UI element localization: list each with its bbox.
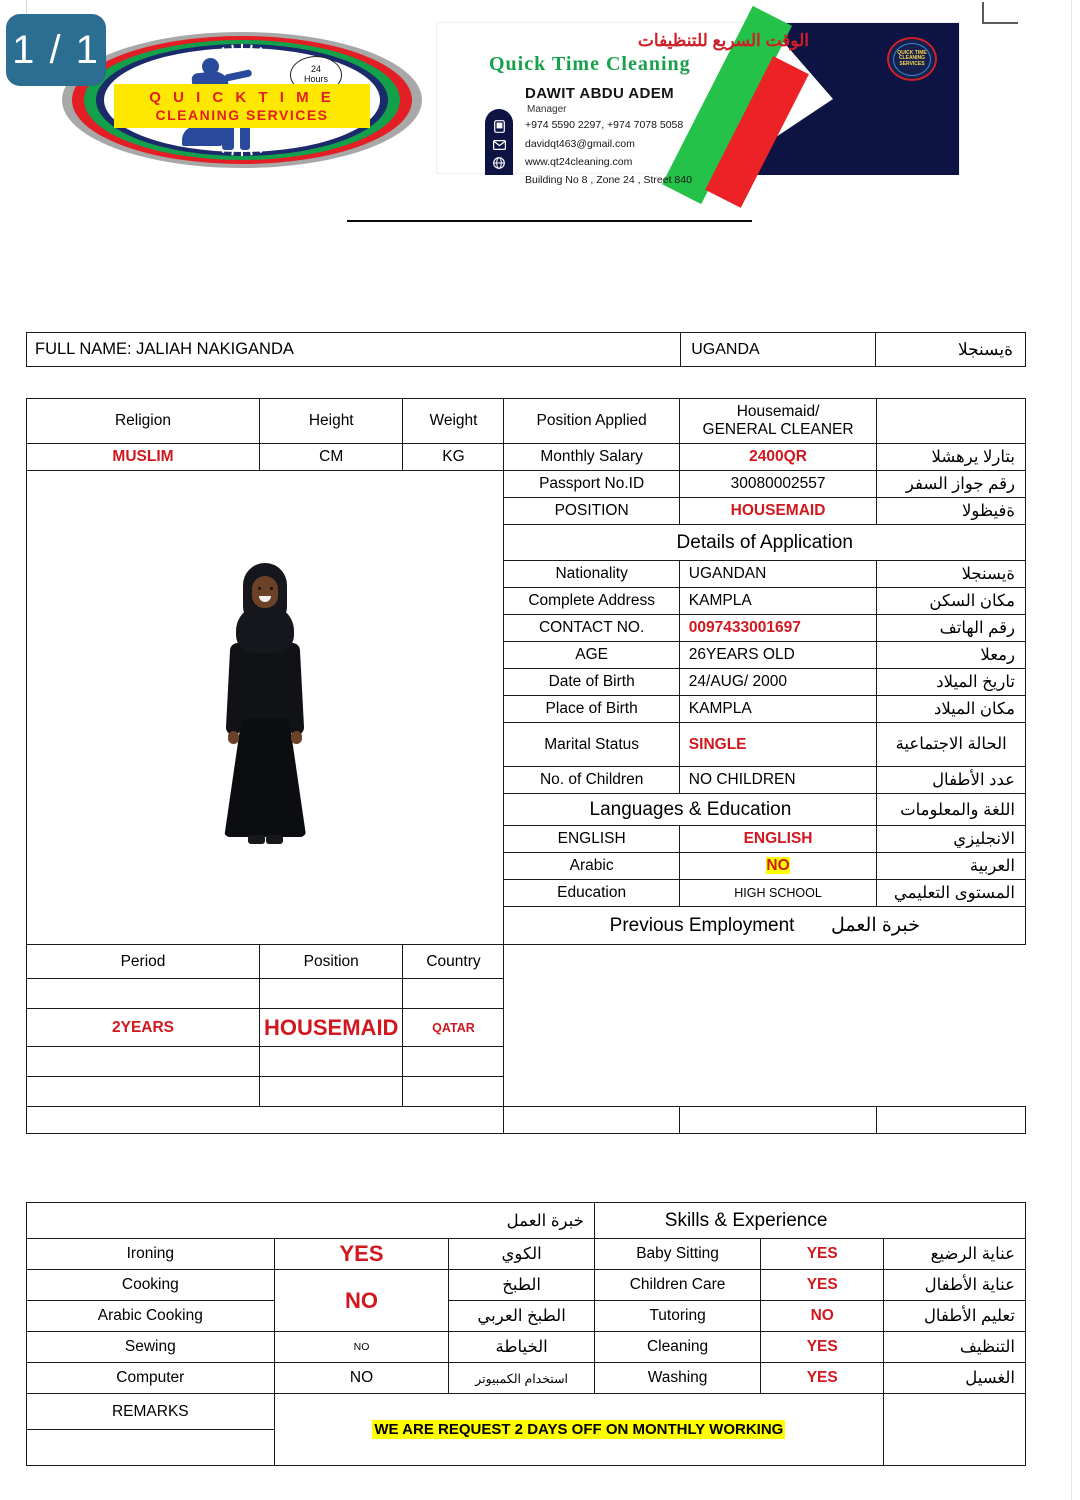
employment-spacer-position: [679, 1107, 877, 1134]
table-row: [27, 1107, 1026, 1134]
skill-arabic-cooking-arabic: الطبخ العربي: [449, 1301, 594, 1332]
company-seal-icon: [887, 37, 937, 81]
globe-icon: [491, 156, 507, 170]
marital-status-label: Marital Status: [504, 723, 679, 767]
dob-label: Date of Birth: [504, 669, 679, 696]
skill-cooking-arabic: الطبخ: [449, 1270, 594, 1301]
table-row: [27, 979, 1026, 1009]
position-applied-value: [679, 399, 877, 444]
skill-sewing-value: NO: [274, 1332, 449, 1363]
remarks-arabic: [884, 1394, 1026, 1466]
skill-baby-sitting-label: Baby Sitting: [594, 1239, 761, 1270]
monthly-salary-label: Monthly Salary: [504, 444, 679, 471]
nationality-value: UGANDAN: [679, 561, 877, 588]
country-cell: UGANDA: [681, 333, 876, 367]
pob-label: Place of Birth: [504, 696, 679, 723]
logo-banner: [114, 84, 370, 128]
table-row: [27, 945, 1026, 979]
children-label: No. of Children: [504, 767, 679, 794]
employment-period-3: [27, 1077, 260, 1107]
languages-education-header: Languages & Education: [504, 794, 877, 826]
logo-text-line2: CLEANING SERVICES: [155, 107, 329, 123]
employment-period-0: [27, 979, 260, 1009]
crop-mark-icon: [982, 2, 1018, 24]
previous-employment-header: [504, 907, 1026, 945]
table-row: [27, 1009, 1026, 1047]
remarks-value: WE ARE REQUEST 2 DAYS OFF ON MONTHLY WORKING: [374, 1420, 784, 1438]
languages-education-header-arabic: اللغة والمعلومات: [877, 794, 1026, 826]
table-row: [27, 1332, 1026, 1363]
arabic-lang-arabic: العربية: [877, 853, 1026, 880]
employment-col-period: Period: [27, 945, 260, 979]
card-english-title: Quick Time Cleaning: [489, 53, 691, 75]
table-row: [27, 333, 1026, 367]
employment-col-country: Country: [403, 945, 504, 979]
passport-value: 30080002557: [679, 471, 877, 498]
contact-arabic: رقم الهاتف: [877, 615, 1026, 642]
monthly-salary-value: 2400QR: [679, 444, 877, 471]
religion-value: MUSLIM: [27, 444, 260, 471]
employment-spacer-period: [504, 1107, 679, 1134]
skill-ironing-label: Ironing: [27, 1239, 275, 1270]
skill-cleaning-arabic: التنظيف: [884, 1332, 1026, 1363]
employment-spacer-left: [27, 1107, 504, 1134]
nationality-label: Nationality: [504, 561, 679, 588]
company-logo: [62, 32, 422, 168]
weight-header: Weight: [403, 399, 504, 444]
height-header: Height: [260, 399, 403, 444]
contact-value: 0097433001697: [679, 615, 877, 642]
page-indicator-badge: 1 / 1: [6, 14, 106, 86]
address-label: Complete Address: [504, 588, 679, 615]
education-value: HIGH SCHOOL: [679, 880, 877, 907]
english-value: ENGLISH: [679, 826, 877, 853]
skill-sewing-label: Sewing: [27, 1332, 275, 1363]
skill-baby-sitting-value: YES: [761, 1239, 884, 1270]
remarks-value-cell: [274, 1394, 883, 1466]
passport-arabic: رقم جواز السفر: [877, 471, 1026, 498]
address-value: KAMPLA: [679, 588, 877, 615]
phone-icon: [491, 119, 507, 133]
position-applied-label: Position Applied: [504, 399, 679, 444]
card-arabic-title: الوقت السريع للتنظيفات: [637, 31, 809, 50]
position-applied-line1: Housemaid/: [736, 403, 820, 420]
table-row: [27, 1077, 1026, 1107]
employment-country-0: [403, 979, 504, 1009]
table-row: [27, 1363, 1026, 1394]
employment-spacer-country: [877, 1107, 1026, 1134]
logo-text-line1: Q U I C K T I M E: [149, 89, 335, 106]
contact-label: CONTACT NO.: [504, 615, 679, 642]
previous-employment-header-text: Previous Employment: [609, 915, 795, 936]
badge-24-bottom: Hours: [303, 74, 328, 84]
card-email: davidqt463@gmail.com: [525, 138, 635, 150]
address-arabic: مكان السكن: [877, 588, 1026, 615]
skill-tutoring-value: NO: [761, 1301, 884, 1332]
skill-washing-value: YES: [761, 1363, 884, 1394]
english-label: ENGLISH: [504, 826, 679, 853]
skills-header-arabic: خبرة العمل: [27, 1203, 595, 1239]
applicant-name-table: [26, 332, 1026, 367]
employment-period-1: 2YEARS: [27, 1009, 260, 1047]
table-row: [27, 1301, 1026, 1332]
table-row: [27, 1270, 1026, 1301]
children-value: NO CHILDREN: [679, 767, 877, 794]
skill-tutoring-label: Tutoring: [594, 1301, 761, 1332]
card-address: Building No 8 , Zone 24 , Street 840: [525, 174, 692, 186]
table-row: [27, 1047, 1026, 1077]
card-website: www.qt24cleaning.com: [525, 156, 633, 168]
applicant-photo: [27, 471, 504, 945]
employment-position-2: [260, 1047, 403, 1077]
passport-label: Passport No.ID: [504, 471, 679, 498]
employment-position-1: HOUSEMAID: [260, 1009, 403, 1047]
skill-computer-arabic: استخدام الكمبيوتر: [449, 1363, 594, 1394]
nationality-arabic: ةيسنجلا: [877, 561, 1026, 588]
skill-washing-arabic: الغسيل: [884, 1363, 1026, 1394]
skill-children-care-label: Children Care: [594, 1270, 761, 1301]
table-row: [27, 471, 1026, 498]
skill-tutoring-arabic: تعليم الأطفال: [884, 1301, 1026, 1332]
employment-country-1: QATAR: [403, 1009, 504, 1047]
skill-baby-sitting-arabic: عناية الرضيع: [884, 1239, 1026, 1270]
email-icon: [491, 138, 507, 152]
header-divider-rule: [347, 220, 752, 222]
height-value: CM: [260, 444, 403, 471]
details-of-application-header: Details of Application: [504, 525, 1026, 561]
skill-sewing-arabic: الخياطة: [449, 1332, 594, 1363]
skill-ironing-value: YES: [274, 1239, 449, 1270]
dob-value: 24/AUG/ 2000: [679, 669, 877, 696]
table-row: [27, 1394, 1026, 1430]
employment-country-2: [403, 1047, 504, 1077]
employment-position-0: [260, 979, 403, 1009]
employment-col-position: Position: [260, 945, 403, 979]
english-arabic: الانجليزي: [877, 826, 1026, 853]
skill-arabic-cooking-label: Arabic Cooking: [27, 1301, 275, 1332]
age-value: 26YEARS OLD: [679, 642, 877, 669]
full-name-cell: FULL NAME: JALIAH NAKIGANDA: [27, 333, 681, 367]
table-row: [27, 1203, 1026, 1239]
position-arabic: ةفيظولا: [877, 498, 1026, 525]
children-arabic: عدد الأطفال: [877, 767, 1026, 794]
card-manager-role: Manager: [527, 104, 567, 115]
position-label: POSITION: [504, 498, 679, 525]
arabic-value: NO: [766, 857, 790, 874]
skill-computer-value: NO: [274, 1363, 449, 1394]
skill-children-care-value: YES: [761, 1270, 884, 1301]
employment-position-3: [260, 1077, 403, 1107]
arabic-label: Arabic: [504, 853, 679, 880]
weight-value: KG: [403, 444, 504, 471]
previous-employment-header-arabic: خبرة العمل: [831, 915, 920, 936]
age-arabic: رمعلا: [877, 642, 1026, 669]
page-edge-right: [1071, 0, 1072, 1500]
skill-cooking-value: NO: [274, 1270, 449, 1332]
employment-period-2: [27, 1047, 260, 1077]
position-applied-line2: GENERAL CLEANER: [702, 421, 854, 438]
monthly-salary-arabic: بتارلا يرهشلا: [877, 444, 1026, 471]
skill-washing-label: Washing: [594, 1363, 761, 1394]
remarks-empty-cell: [27, 1430, 275, 1466]
card-manager-name: DAWIT ABDU ADEM: [525, 85, 675, 102]
table-row: [27, 444, 1026, 471]
skills-header: Skills & Experience: [594, 1203, 1025, 1239]
position-value: HOUSEMAID: [679, 498, 877, 525]
religion-header: Religion: [27, 399, 260, 444]
employment-country-3: [403, 1077, 504, 1107]
marital-status-value: SINGLE: [679, 723, 877, 767]
skill-cleaning-label: Cleaning: [594, 1332, 761, 1363]
skill-ironing-arabic: الكوي: [449, 1239, 594, 1270]
skill-cooking-label: Cooking: [27, 1270, 275, 1301]
skill-computer-label: Computer: [27, 1363, 275, 1394]
applicant-photo-illustration: [212, 563, 318, 847]
education-arabic: المستوى التعليمي: [877, 880, 1026, 907]
skill-cleaning-value: YES: [761, 1332, 884, 1363]
application-main-table: [26, 398, 1026, 1134]
badge-24-top: 24: [310, 64, 321, 75]
arabic-value-cell: [679, 853, 877, 880]
remarks-label: REMARKS: [27, 1394, 275, 1430]
pob-arabic: مكان الميلاد: [877, 696, 1026, 723]
position-applied-arabic: [877, 399, 1026, 444]
letterhead: [0, 0, 1080, 200]
table-row: [27, 399, 1026, 444]
skills-experience-table: [26, 1202, 1026, 1466]
education-label: Education: [504, 880, 679, 907]
skill-children-care-arabic: عناية الأطفال: [884, 1270, 1026, 1301]
business-card: [436, 22, 960, 186]
card-phone: +974 5590 2297, +974 7078 5058: [525, 119, 684, 131]
marital-status-arabic: الحالة الاجتماعية: [877, 723, 1026, 767]
age-label: AGE: [504, 642, 679, 669]
country-arabic-cell: ةيسنجلا: [876, 333, 1026, 367]
dob-arabic: تاريخ الميلاد: [877, 669, 1026, 696]
company-seal-text: QUICK TIME CLEANING SERVICES: [893, 43, 931, 76]
location-pin-icon: [491, 174, 507, 188]
pob-value: KAMPLA: [679, 696, 877, 723]
table-row: [27, 1239, 1026, 1270]
